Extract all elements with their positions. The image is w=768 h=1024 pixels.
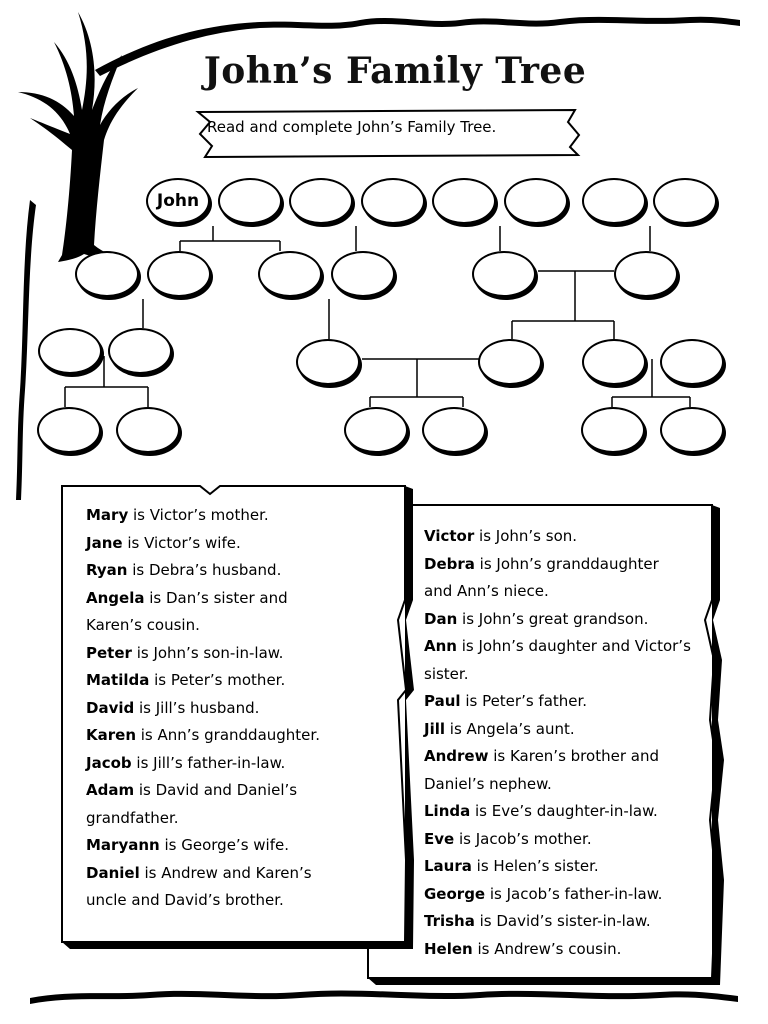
clue-line [424,771,724,799]
clue-line [424,908,724,936]
clue-name: Adam [86,781,135,799]
tree-node-blank[interactable] [147,251,211,297]
clue-text: is Jacob’s mother. [454,829,592,848]
tree-node-blank[interactable] [344,407,408,453]
clue-text: is Debra’s husband. [127,561,282,579]
clue-text: uncle and David’s brother. [86,891,284,909]
clue-name: Trisha [424,912,475,930]
clue-text: is David’s sister-in-law. [474,912,651,930]
clue-name: Helen [424,939,473,958]
clue-name: Ann [424,637,457,655]
clue-text: and Ann’s niece. [424,582,549,600]
tree-silhouette-icon [18,12,138,262]
clue-text: is Victor’s wife. [122,533,241,552]
tree-node-blank[interactable] [472,251,536,297]
clue-line [424,798,724,826]
clue-name: Ryan [86,561,128,579]
tree-node-blank[interactable] [361,178,425,224]
clue-text: is Jill’s father-in-law. [131,753,286,772]
tree-node-blank[interactable] [504,178,568,224]
tree-node-blank[interactable] [478,339,542,385]
clue-line [424,853,724,881]
clue-list-right [424,523,724,963]
clue-text: is Peter’s father. [460,692,588,710]
tree-node-blank[interactable] [258,251,322,297]
clue-name: Angela [86,588,145,607]
clue-name: Jill [424,719,446,738]
bottom-wavy-border [30,990,738,1004]
clue-line [424,661,724,689]
clue-text: is Victor’s mother. [128,506,269,524]
clue-name: Jane [86,533,123,552]
clue-line [424,688,724,716]
tree-node-blank[interactable] [296,339,360,385]
clue-text: is Helen’s sister. [471,857,599,875]
clue-text: is Angela’s aunt. [445,719,575,738]
clue-text: Karen’s cousin. [86,616,200,634]
tree-node-blank[interactable] [653,178,717,224]
clue-name: Mary [86,506,129,524]
clue-text: is David and Daniel’s [134,781,298,799]
clue-text: is John’s great grandson. [457,609,649,628]
tree-node-blank[interactable] [581,407,645,453]
clue-text: is George’s wife. [159,836,289,854]
tree-node-blank[interactable] [108,328,172,374]
tree-node-blank[interactable] [289,178,353,224]
clue-name: Laura [424,857,472,875]
clue-name: Daniel [86,863,140,882]
clue-name: Matilda [86,671,150,689]
tree-node-blank[interactable] [660,407,724,453]
tree-node-blank[interactable] [660,339,724,385]
tree-node-blank[interactable] [38,328,102,374]
clue-line [424,551,724,579]
clue-line [86,722,406,750]
clue-text: is Peter’s mother. [149,671,286,689]
clue-line [424,743,724,771]
tree-node-blank[interactable] [582,178,646,224]
tree-node-blank[interactable] [75,251,139,297]
clue-text: is John’s son. [474,527,578,545]
clue-text: is Dan’s sister and [144,588,288,607]
clue-line [86,640,406,668]
clue-line [424,826,724,854]
clue-name: Eve [424,829,455,848]
tree-node-blank[interactable] [116,407,180,453]
clue-line [86,557,406,585]
clue-name: Dan [424,609,458,628]
clue-line [424,633,724,661]
clue-name: Debra [424,554,475,573]
clue-line [86,777,406,805]
clue-name: George [424,884,486,903]
clue-line [86,832,406,860]
clue-line [86,667,406,695]
tree-node-blank[interactable] [422,407,486,453]
clue-line [86,585,406,613]
instruction-text: Read and complete John’s Family Tree. [207,118,497,136]
clue-line [424,606,724,634]
clue-text: is John’s son-in-law. [131,643,284,662]
clue-line [86,805,406,833]
clue-line [424,523,724,551]
tree-node-blank[interactable] [614,251,678,297]
clue-text: sister. [424,664,469,683]
clue-line [86,860,406,888]
clue-line [86,750,406,778]
clue-text: grandfather. [86,808,179,827]
clue-line [86,530,406,558]
clue-text: is Andrew and Karen’s [139,863,312,882]
clue-name: Jacob [86,753,132,772]
tree-node-blank[interactable] [218,178,282,224]
clue-line [424,881,724,909]
clue-line [86,612,406,640]
clue-list-left [86,502,406,915]
clue-name: Karen [86,726,136,744]
clue-line [424,578,724,606]
clue-name: David [86,698,135,717]
clue-text: is Eve’s daughter-in-law. [470,802,658,820]
clue-text: Daniel’s nephew. [424,774,552,793]
tree-node-blank[interactable] [432,178,496,224]
clue-name: Andrew [424,747,489,765]
clue-line [86,502,406,530]
clue-line [424,936,724,964]
clue-name: Peter [86,643,132,662]
tree-node-john: John [146,178,210,224]
clue-line [424,716,724,744]
clue-name: Maryann [86,836,160,854]
clue-text: is Ann’s granddaughter. [136,726,320,744]
clue-text: is Jacob’s father-in-law. [485,884,663,903]
clue-line [86,695,406,723]
tree-node-blank[interactable] [331,251,395,297]
page-title: John’s Family Tree [203,50,587,92]
left-wavy-border [16,200,36,500]
clue-text: is Andrew’s cousin. [472,939,622,958]
clue-name: Victor [424,527,475,545]
clue-name: Paul [424,692,461,710]
clue-text: is John’s daughter and Victor’s [456,637,691,655]
tree-node-blank[interactable] [37,407,101,453]
clue-name: Linda [424,802,471,820]
clue-text: is Jill’s husband. [134,698,260,717]
tree-node-blank[interactable] [582,339,646,385]
clue-text: is Karen’s brother and [488,747,659,765]
clue-line [86,887,406,915]
clue-text: is John’s granddaughter [474,554,659,573]
